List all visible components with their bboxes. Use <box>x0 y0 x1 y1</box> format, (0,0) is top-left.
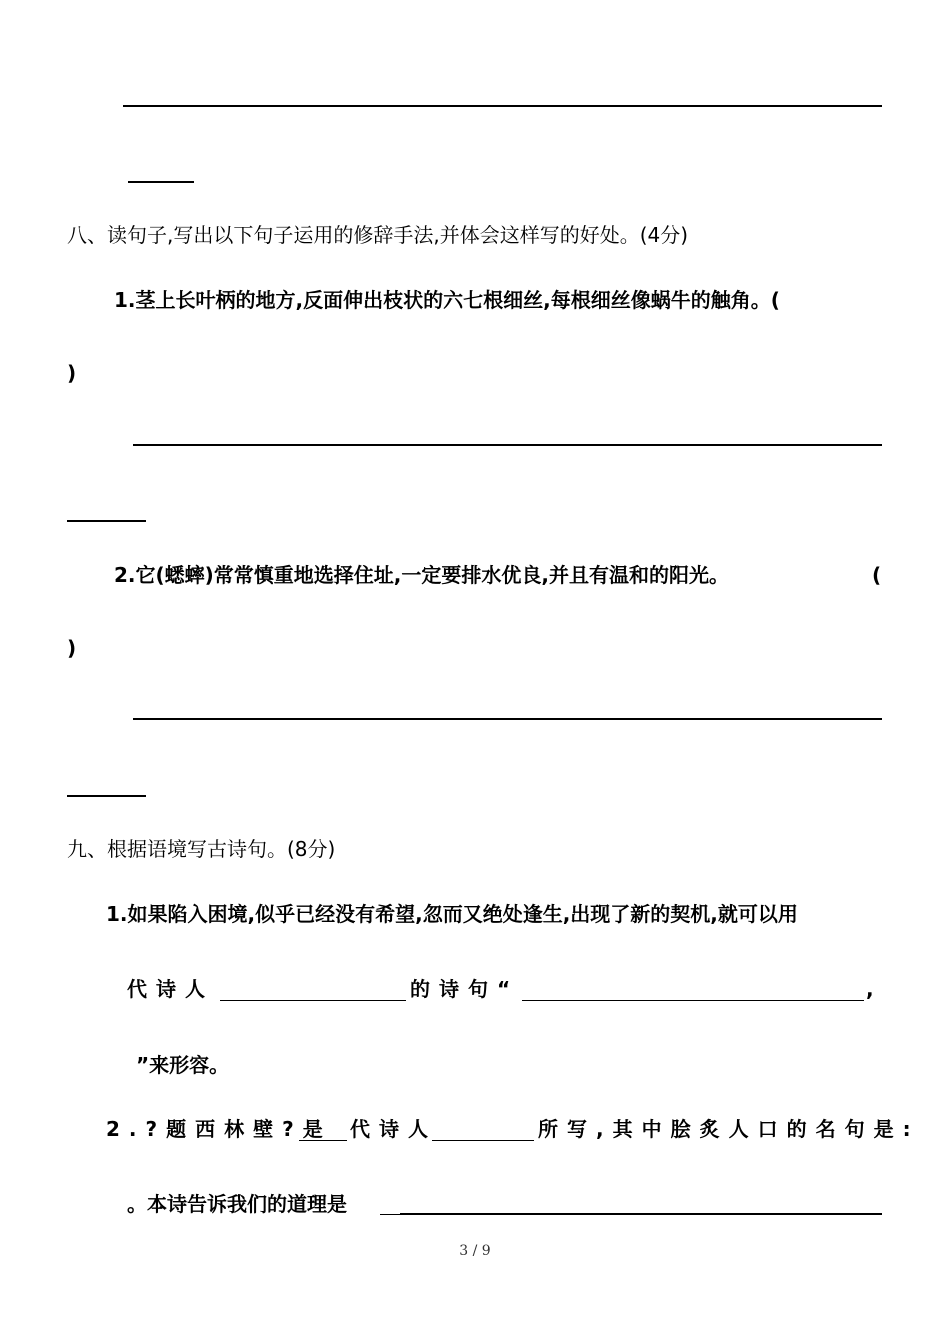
poet-blank[interactable] <box>220 1000 406 1001</box>
page-number: 3 / 9 <box>459 1243 491 1259</box>
question-9-2-poet-label: 代诗人 <box>350 1117 437 1141</box>
lesson-blank-lead[interactable] <box>380 1214 400 1215</box>
answer-line-short[interactable] <box>67 795 146 797</box>
dynasty-blank[interactable] <box>299 1140 347 1141</box>
lesson-answer-line[interactable] <box>400 1213 882 1215</box>
question-8-2-open-paren: ( <box>872 563 882 587</box>
section-9-heading: 九、根据语境写古诗句。(8分) <box>67 837 336 861</box>
question-9-1-poem-label: 的诗句“ <box>410 977 520 1001</box>
question-9-1-line1: 1.如果陷入困境,似乎已经没有希望,忽而又绝处逢生,出现了新的契机,就可以用 <box>106 902 798 926</box>
answer-line-short[interactable] <box>67 520 146 522</box>
question-9-1-line3: ”来形容。 <box>136 1053 230 1077</box>
question-9-2-famous-line-label: 所写,其中脍炙人口的名句是: <box>538 1117 920 1141</box>
question-8-1-close-paren: ) <box>67 361 77 385</box>
question-9-1-comma: , <box>866 977 874 1001</box>
question-8-2: 2.它(蟋蟀)常常慎重地选择住址,一定要排水优良,并且有温和的阳光。 <box>114 563 729 587</box>
poet-blank[interactable] <box>432 1140 534 1141</box>
question-9-2-line2: 。本诗告诉我们的道理是 <box>127 1192 347 1216</box>
question-9-2-title: 2.?题西林壁?是 <box>106 1117 332 1141</box>
poem-line-blank[interactable] <box>522 1000 864 1001</box>
answer-line-short[interactable] <box>128 181 194 183</box>
question-8-1: 1.茎上长叶柄的地方,反面伸出枝状的六七根细丝,每根细丝像蜗牛的触角。( <box>114 288 780 312</box>
answer-line[interactable] <box>133 444 882 446</box>
answer-line[interactable] <box>133 718 882 720</box>
section-8-heading: 八、读句子,写出以下句子运用的修辞手法,并体会这样写的好处。(4分) <box>67 223 689 247</box>
question-9-1-dynasty-label: 代诗人 <box>127 977 214 1001</box>
answer-line[interactable] <box>123 105 882 107</box>
question-8-2-close-paren: ) <box>67 636 77 660</box>
